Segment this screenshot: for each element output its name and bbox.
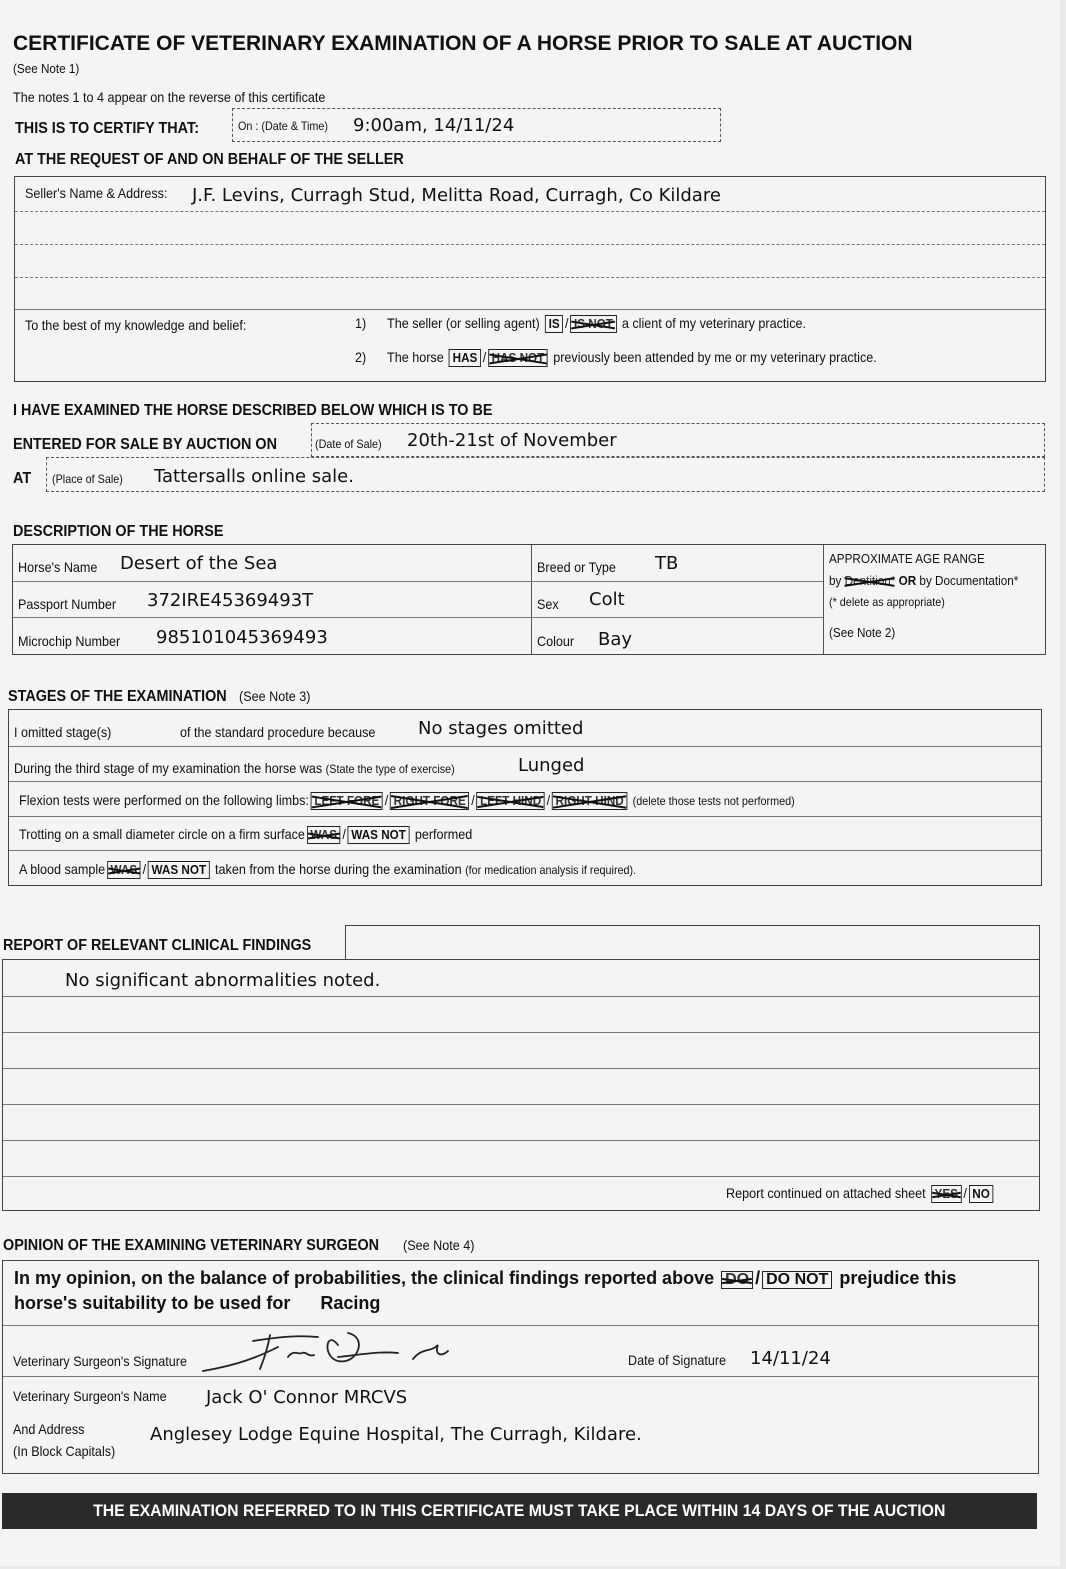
attended-has-not-option[interactable]: HAS NOT: [488, 349, 548, 367]
date-of-sale-value: 20th-21st of November: [407, 430, 617, 451]
report-heading-box: [345, 925, 1040, 960]
knowledge-label: To the best of my knowledge and belief:: [25, 317, 247, 333]
stages-table: [8, 709, 1042, 886]
at-label: AT: [13, 470, 32, 487]
see-note-1: (See Note 1): [13, 61, 80, 76]
age-delete-note: (* delete as appropriate): [829, 595, 945, 609]
flexion-right-fore[interactable]: RIGHT FORE: [390, 792, 469, 810]
continued-no-option[interactable]: NO: [969, 1185, 994, 1203]
opinion-line2: horse's suitability to be used for Racing: [14, 1293, 381, 1313]
place-of-sale-field[interactable]: [46, 457, 1045, 492]
certify-label: THIS IS TO CERTIFY THAT:: [15, 120, 200, 137]
stages-heading: STAGES OF THE EXAMINATION (See Note 3): [8, 688, 311, 705]
flexion-row: Flexion tests were performed on the following limbs: LEFT FORE / RIGHT FORE / LEFT HIND / RIGHT HIND (delete those tests not performed): [19, 792, 795, 808]
request-heading: AT THE REQUEST OF AND ON BEHALF OF THE SELLER: [15, 151, 404, 168]
client-is-not-option[interactable]: IS NOT: [570, 315, 616, 333]
breed-label: Breed or Type: [537, 559, 616, 575]
report-continued: Report continued on attached sheet YES / NO: [726, 1185, 995, 1203]
certify-datetime-field[interactable]: [232, 108, 721, 142]
third-stage-value[interactable]: Lunged: [518, 755, 585, 776]
attended-has-option[interactable]: HAS: [449, 349, 481, 367]
age-heading: APPROXIMATE AGE RANGE: [829, 551, 985, 566]
passport-value[interactable]: 372IRE45369493T: [147, 590, 314, 611]
footer-banner: THE EXAMINATION REFERRED TO IN THIS CERTIFICATE MUST TAKE PLACE WITHIN 14 DAYS OF THE AUCTION: [2, 1493, 1037, 1529]
knowledge-item-2: 2) The horse HAS / HAS NOT previously been attended by me or my veterinary practice.: [355, 349, 877, 365]
age-see-note: (See Note 2): [829, 625, 896, 640]
omitted-mid: of the standard procedure because: [180, 724, 376, 740]
on-date-label: On : (Date & Time): [238, 119, 329, 133]
date-of-sale-field[interactable]: [311, 423, 1045, 457]
surgeon-name-value[interactable]: Jack O' Connor MRCVS: [206, 1387, 408, 1408]
date-signature-label: Date of Signature: [628, 1352, 727, 1368]
place-of-sale-label: (Place of Sale): [52, 472, 123, 486]
age-documentation-option[interactable]: by Documentation*: [919, 573, 1019, 588]
description-table: [12, 544, 1046, 655]
address-value[interactable]: Anglesey Lodge Equine Hospital, The Curragh, Kildare.: [150, 1424, 642, 1445]
date-of-sale-label: (Date of Sale): [315, 437, 382, 451]
blood-was-not-option[interactable]: WAS NOT: [148, 861, 210, 879]
breed-value[interactable]: TB: [655, 553, 679, 574]
opinion-do-option[interactable]: DO: [721, 1271, 753, 1289]
client-is-option[interactable]: IS: [545, 315, 563, 333]
flexion-left-hind[interactable]: LEFT HIND: [476, 792, 544, 810]
seller-box: [14, 176, 1046, 382]
opinion-box: [2, 1260, 1039, 1474]
microchip-value[interactable]: 985101045369493: [156, 627, 328, 648]
continued-yes-option[interactable]: YES: [931, 1185, 962, 1203]
trot-was-not-option[interactable]: WAS NOT: [348, 826, 410, 844]
notes-line: The notes 1 to 4 appear on the reverse of this certificate: [13, 89, 326, 105]
blood-row: A blood sample WAS / WAS NOT taken from the horse during the examination (for medication analysis if required).: [19, 861, 637, 877]
horse-name-value[interactable]: Desert of the Sea: [120, 553, 278, 574]
description-heading: DESCRIPTION OF THE HORSE: [13, 523, 224, 540]
horse-name-label: Horse's Name: [18, 559, 98, 575]
examined-line2: ENTERED FOR SALE BY AUCTION ON: [13, 436, 278, 453]
sex-value[interactable]: Colt: [589, 589, 625, 610]
flexion-left-fore[interactable]: LEFT FORE: [311, 792, 383, 810]
signature-image: [198, 1327, 468, 1377]
colour-label: Colour: [537, 633, 575, 649]
opinion-heading: OPINION OF THE EXAMINING VETERINARY SURGEON (See Note 4): [3, 1237, 475, 1254]
address-label: And Address: [13, 1421, 85, 1437]
address-sub: (In Block Capitals): [13, 1443, 116, 1459]
date-signature-value[interactable]: 14/11/24: [750, 1348, 831, 1369]
omitted-label: I omitted stage(s): [14, 724, 112, 740]
third-stage-label: During the third stage of my examination the horse was (State the type of exercise): [14, 760, 455, 776]
age-options: by Dentition* OR by Documentation*: [829, 573, 1019, 588]
page-title: CERTIFICATE OF VETERINARY EXAMINATION OF A HORSE PRIOR TO SALE AT AUCTION: [13, 32, 913, 55]
surgeon-name-label: Veterinary Surgeon's Name: [13, 1388, 167, 1404]
report-box[interactable]: [2, 959, 1040, 1211]
on-date-value: 9:00am, 14/11/24: [353, 115, 515, 136]
passport-label: Passport Number: [18, 596, 117, 612]
age-dentition-option[interactable]: Dentition*: [844, 573, 896, 588]
use-value[interactable]: Racing: [320, 1293, 381, 1313]
report-heading: REPORT OF RELEVANT CLINICAL FINDINGS: [3, 937, 312, 954]
place-of-sale-value: Tattersalls online sale.: [154, 466, 354, 487]
examined-line1: I HAVE EXAMINED THE HORSE DESCRIBED BELOW WHICH IS TO BE: [13, 402, 493, 419]
colour-value[interactable]: Bay: [598, 629, 633, 650]
opinion-line1: In my opinion, on the balance of probabilities, the clinical findings reported above DO / DO NOT prejudice this: [14, 1268, 957, 1288]
sex-label: Sex: [537, 596, 559, 612]
knowledge-item-1: 1) The seller (or selling agent) IS / IS NOT a client of my veterinary practice.: [355, 315, 807, 331]
signature-label: Veterinary Surgeon's Signature: [13, 1353, 188, 1369]
trot-was-option[interactable]: WAS: [307, 826, 341, 844]
blood-was-option[interactable]: WAS: [107, 861, 141, 879]
seller-value[interactable]: J.F. Levins, Curragh Stud, Melitta Road, Curragh, Co Kildare: [192, 185, 721, 206]
trot-row: Trotting on a small diameter circle on a firm surface WAS / WAS NOT performed: [19, 826, 473, 842]
clinical-finding: No significant abnormalities noted.: [65, 970, 381, 991]
microchip-label: Microchip Number: [18, 633, 121, 649]
seller-label: Seller's Name & Address:: [25, 185, 168, 201]
opinion-do-not-option[interactable]: DO NOT: [762, 1271, 832, 1289]
flexion-right-hind[interactable]: RIGHT HIND: [552, 792, 627, 810]
omitted-value[interactable]: No stages omitted: [418, 718, 584, 739]
